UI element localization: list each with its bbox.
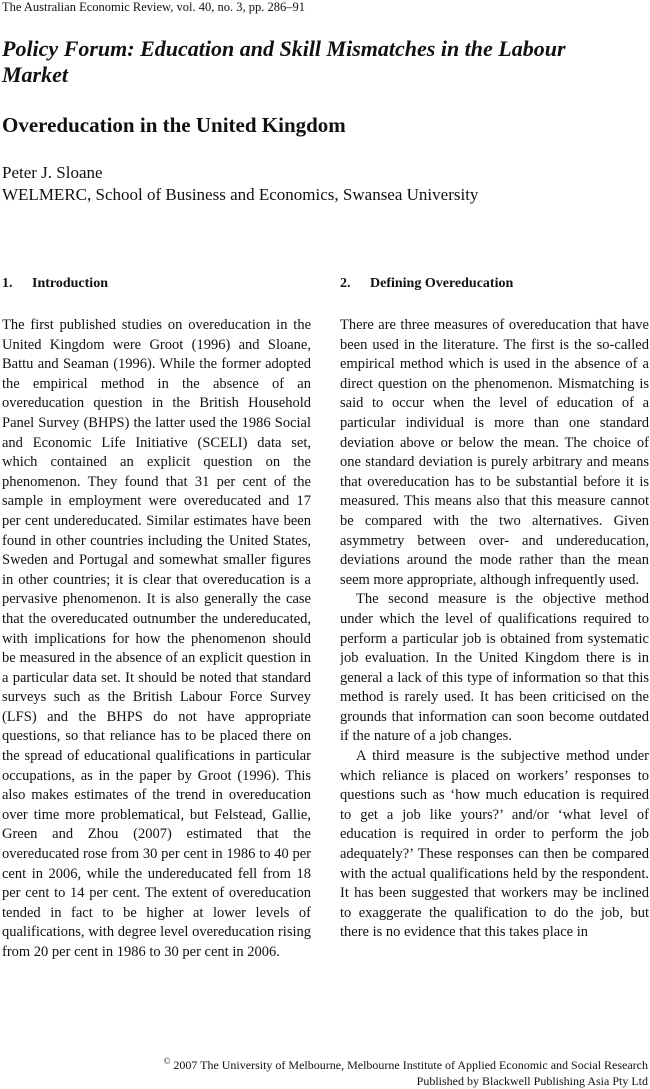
section-number: 2. [340, 276, 351, 291]
section-heading-introduction [2, 276, 108, 292]
section-title: Defining Overeducation [370, 276, 514, 291]
section-number: 1. [2, 276, 13, 291]
body-paragraph: The second measure is the objective method under which the level of qualifications required to perform a particular job is obtained from systematic job evaluation. In the United Kingdom there is in general a lack of this type of information so that this method is rarely used. It has been criticised on the grounds that information can soon become outdated if the nature of a job changes. [340, 591, 649, 745]
body-paragraph: A third measure is the subjective method under which reliance is placed on workers’ responses to questions such as ‘how much education is required to get a job like yours?’ and/or ‘what level of education is required in order to perform the job adequately?’ These responses can then be compared with the actual qualifications held by the respondent. It has been suggested that workers may be inclined to exaggerate the qualification to do the job, but there is no evidence that this takes place in [340, 748, 649, 941]
right-column [340, 316, 649, 1036]
body-paragraph: The first published studies on overeducation in the United Kingdom were Groot (1996) and Sloane, Battu and Seaman (1996). While the former adopted the empirical method in the absence of an overeducation question in the British Household Panel Survey (BHPS) the latter used the 1986 Social and Economic Life Initiative (SCELI) data set, which contained an explicit question on the phenomenon. They found that 31 per cent of the sample in employment were overeducated and 17 per cent undereducated. Similar estimates have been found in other countries including the United States, Sweden and Portugal and somewhat smaller figures in other countries; it is clear that overeducation is a pervasive phenomenon. It is also generally the case that the overeducated outnumber the undereducated, with implications for how the phenomenon should be measured in the absence of an explicit question in a particular data set. It should be noted that standard surveys such as the British Labour Force Survey (LFS) and the BHPS do not have appropriate questions, so that reliance has to be placed there on the spread of educational qualifications in particular occupations, as in the paper by Groot (1996). This also makes estimates of the trend in overeducation over time more problematical, but Felstead, Gallie, Green and Zhou (2007) estimated that the overeducated rose from 30 per cent in 1986 to 40 per cent in 2006, while the undereducated fell from 18 per cent to 14 per cent. The extent of overeducation tended in fact to be higher at lower levels of qualifications, with degree level overeducation rising from 20 per cent in 1986 to 30 per cent in 2006. [2, 317, 311, 960]
journal-citation: The Australian Economic Review, vol. 40, no. 3, pp. 286–91 [2, 0, 305, 14]
publisher-notice: Published by Blackwell Publishing Asia Pty Ltd [416, 1074, 648, 1088]
forum-title: Policy Forum: Education and Skill Mismatches in the Labour Market [2, 36, 566, 87]
copyright-text: 2007 The University of Melbourne, Melbourne Institute of Applied Economic and Social Research [173, 1058, 648, 1072]
author-name: Peter J. Sloane [2, 163, 103, 182]
author-affiliation: WELMERC, School of Business and Economics, Swansea University [2, 185, 479, 204]
left-column [2, 316, 311, 963]
section-title: Introduction [32, 276, 108, 291]
article-title: Overeducation in the United Kingdom [2, 113, 346, 137]
section-heading-defining-overeducation [340, 276, 513, 292]
copyright-icon: © [163, 1056, 171, 1066]
body-paragraph: There are three measures of overeducation that have been used in the literature. The first is the so-called empirical method which is used in the absence of a direct question on the phenomenon. Mismatching is said to occur when the level of education of a particular individual is more than one standard deviation above or below the mean. The choice of one standard deviation is purely arbitrary and means that overeducation has to be substantial before it is measured. This means also that this measure cannot be compared with the two alternatives. Given asymmetry between over- and undereducation, deviations around the mode rather than the mean seem more appropriate, although infrequently used. [340, 317, 649, 588]
copyright-notice [163, 1056, 648, 1073]
